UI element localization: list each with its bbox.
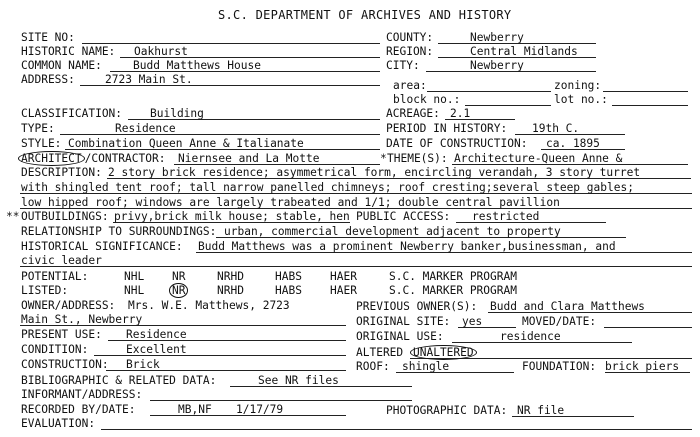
recorded-by-value: MB,NF (178, 403, 212, 416)
type-line (60, 123, 380, 135)
block-no-line (465, 94, 551, 106)
recorded-date-value: 1/17/79 (236, 403, 284, 416)
site-no-line (82, 32, 380, 44)
informant-line (150, 389, 412, 401)
moved-date-label: MOVED/DATE: (522, 315, 597, 328)
condition-label: CONDITION: (21, 343, 89, 356)
altered-circle: UNALTERED (410, 345, 477, 360)
block-no-label: block no.: (393, 93, 461, 106)
potential-label: POTENTIAL: (21, 270, 89, 283)
condition-value: Excellent (126, 343, 187, 356)
foundation-value: brick piers (605, 360, 680, 373)
themes-label: THEME(S): (387, 152, 448, 165)
potential-habs: HABS (275, 270, 302, 283)
original-use-value: residence (500, 330, 561, 343)
bibliographic-value: See NR files (258, 374, 339, 387)
form-title: S.C. DEPARTMENT OF ARCHIVES AND HISTORY (218, 8, 512, 22)
public-access-label: PUBLIC ACCESS: (356, 210, 451, 223)
present-use-label: PRESENT USE: (21, 328, 102, 341)
recorded-label: RECORDED BY/DATE: (21, 403, 136, 416)
foundation-label: FOUNDATION: (522, 360, 597, 373)
city-value: Newberry (470, 59, 524, 72)
site-no-label: SITE NO: (21, 31, 75, 44)
potential-nr: NR (172, 270, 186, 283)
description-text-1: 2 story brick residence; asymmetrical form, encircling verandah, 3 story turret (108, 166, 641, 179)
potential-marker: S.C. MARKER PROGRAM (389, 270, 517, 283)
original-site-value: yes (462, 315, 483, 328)
listed-nhl: NHL (124, 284, 145, 297)
date-construction-label: DATE OF CONSTRUCTION: (386, 137, 528, 150)
common-name-value: Budd Matthews House (133, 59, 261, 72)
moved-date-line (604, 316, 692, 328)
common-name-label: COMMON NAME: (21, 59, 102, 72)
contractor-value: Niernsee and La Motte (178, 152, 320, 165)
description-text-2: with shingled tent roof; tall narrow panelled chimneys; roof cresting;several steep gables; (21, 181, 634, 194)
type-label: TYPE: (21, 122, 55, 135)
area-line (427, 80, 551, 92)
previous-owner-label: PREVIOUS OWNER(S): (356, 300, 478, 313)
period-label: PERIOD IN HISTORY: (386, 122, 508, 135)
acreage-label: ACREAGE: (386, 107, 440, 120)
altered-label: ALTERED (356, 346, 404, 359)
period-value: 19th C. (532, 122, 580, 135)
listed-nr-circle: NR (169, 283, 188, 298)
style-value: Combination Queen Anne & Italianate (68, 137, 304, 150)
zoning-line (603, 80, 688, 92)
informant-label: INFORMANT/ADDRESS: (21, 388, 143, 401)
historic-name-value: Oakhurst (134, 45, 188, 58)
roof-label: ROOF: (356, 360, 390, 373)
significance-label: HISTORICAL SIGNIFICANCE: (21, 240, 183, 253)
outbuildings-value: privy,brick milk house; stable, hen (114, 210, 350, 223)
description-label: DESCRIPTION: (21, 166, 102, 179)
original-use-label: ORIGINAL USE: (356, 330, 444, 343)
address-label: ADDRESS: (21, 73, 75, 86)
region-value: Central Midlands (470, 45, 578, 58)
owner-address-value-1: Mrs. W.E. Matthews, 2723 (128, 299, 290, 312)
architect-label (21, 153, 165, 164)
public-access-value: restricted (472, 210, 540, 223)
relationship-value: urban, commercial development adjacent to property (224, 225, 561, 238)
significance-line-2 (20, 255, 692, 267)
region-label: REGION: (386, 45, 434, 58)
roof-value: shingle (402, 360, 450, 373)
classification-label: CLASSIFICATION: (21, 107, 123, 120)
lot-no-label: lot no.: (554, 93, 608, 106)
original-site-label: ORIGINAL SITE: (356, 315, 451, 328)
description-text-3: low hipped roof; windows are largely trabeated and 1/1; double central pavillion (21, 196, 560, 209)
present-use-value: Residence (126, 328, 187, 341)
listed-nrhd: NRHD (217, 284, 244, 297)
area-label: area: (393, 79, 427, 92)
previous-owner-value: Budd and Clara Matthews (490, 300, 645, 313)
address-value: 2723 Main St. (105, 73, 193, 86)
outbuildings-mark: ** (6, 210, 20, 223)
potential-nhl: NHL (124, 270, 145, 283)
themes-mark: * (380, 152, 387, 165)
acreage-value: 2.1 (450, 107, 471, 120)
listed-marker: S.C. MARKER PROGRAM (389, 284, 517, 297)
type-value: Residence (115, 122, 176, 135)
potential-nrhd: NRHD (217, 270, 244, 283)
county-label: COUNTY: (386, 31, 434, 44)
owner-address-label: OWNER/ADDRESS: (21, 299, 116, 312)
potential-haer: HAER (330, 270, 357, 283)
zoning-label: zoning: (554, 79, 602, 92)
significance-text-1: Budd Matthews was a prominent Newberry banker,businessman, and (198, 240, 616, 253)
evaluation-label: EVALUATION: (21, 417, 96, 430)
construction-label: CONSTRUCTION: (21, 358, 109, 371)
city-label: CITY: (386, 59, 420, 72)
themes-value: Architecture-Queen Anne & (454, 152, 623, 165)
owner-address-value-2: Main St., Newberry (21, 313, 143, 326)
listed-label: LISTED: (21, 284, 69, 297)
county-value: Newberry (470, 31, 524, 44)
listed-habs: HABS (275, 284, 302, 297)
photographic-value: NR file (517, 404, 565, 417)
photographic-label: PHOTOGRAPHIC DATA: (386, 404, 508, 417)
style-label: STYLE: (21, 137, 62, 150)
bibliographic-label: BIBLIOGRAPHIC & RELATED DATA: (21, 374, 217, 387)
evaluation-line (101, 418, 692, 430)
classification-value: Building (150, 107, 204, 120)
architect-circle: ARCHITECT (18, 151, 85, 166)
outbuildings-label: OUTBUILDINGS: (21, 210, 109, 223)
listed-haer: HAER (330, 284, 357, 297)
contractor-label: /CONTRACTOR: (84, 152, 166, 165)
historic-name-label: HISTORIC NAME: (21, 45, 116, 58)
listed-nr (172, 285, 188, 296)
construction-value: Brick (126, 358, 160, 371)
date-construction-value: ca. 1895 (546, 137, 600, 150)
altered-value (413, 347, 477, 358)
significance-text-2: civic leader (21, 254, 102, 267)
relationship-label: RELATIONSHIP TO SURROUNDINGS: (21, 225, 217, 238)
lot-no-line (612, 94, 688, 106)
